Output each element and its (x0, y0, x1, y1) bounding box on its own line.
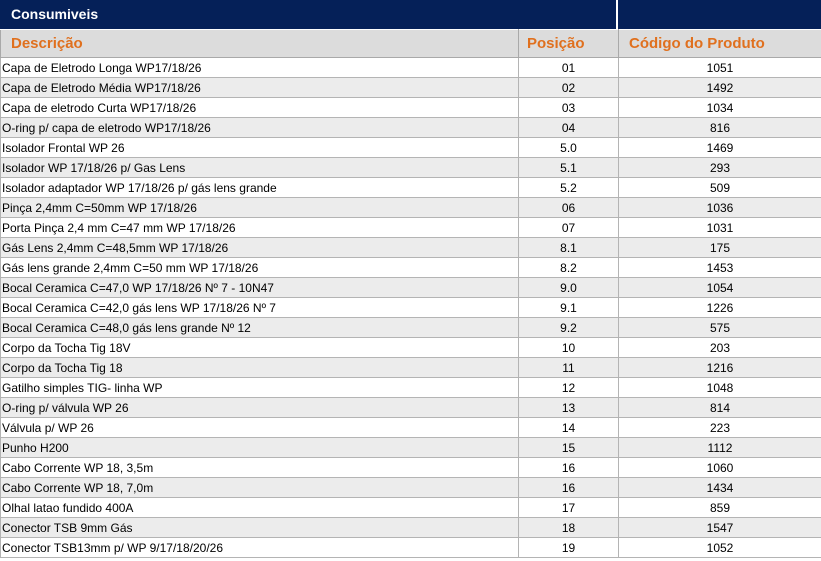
row-product-code: 1034 (619, 98, 821, 118)
row-product-code: 859 (619, 498, 821, 518)
row-product-code: 814 (619, 398, 821, 418)
table-row (1, 118, 821, 138)
row-description: Isolador WP 17/18/26 p/ Gas Lens (1, 158, 519, 178)
table-row (1, 338, 821, 358)
row-position: 14 (519, 418, 619, 438)
row-description: Olhal latao fundido 400A (1, 498, 519, 518)
row-product-code: 1469 (619, 138, 821, 158)
row-position: 9.0 (519, 278, 619, 298)
row-position: 07 (519, 218, 619, 238)
row-position: 5.2 (519, 178, 619, 198)
row-description: Corpo da Tocha Tig 18 (1, 358, 519, 378)
row-position: 04 (519, 118, 619, 138)
row-position: 03 (519, 98, 619, 118)
table-row (1, 278, 821, 298)
row-description: Isolador adaptador WP 17/18/26 p/ gás lens grande (1, 178, 519, 198)
row-position: 9.2 (519, 318, 619, 338)
row-description: O-ring p/ válvula WP 26 (1, 398, 519, 418)
row-position: 18 (519, 518, 619, 538)
row-product-code: 509 (619, 178, 821, 198)
table-row (1, 378, 821, 398)
row-description: Cabo Corrente WP 18, 3,5m (1, 458, 519, 478)
table-row (1, 138, 821, 158)
column-header-position: Posição (519, 30, 619, 58)
table-body (1, 58, 821, 558)
row-product-code: 1216 (619, 358, 821, 378)
row-product-code: 1054 (619, 278, 821, 298)
row-position: 17 (519, 498, 619, 518)
row-position: 19 (519, 538, 619, 558)
row-position: 8.2 (519, 258, 619, 278)
row-position: 10 (519, 338, 619, 358)
table-row (1, 158, 821, 178)
row-description: Conector TSB 9mm Gás (1, 518, 519, 538)
section-title: Consumiveis (0, 0, 618, 29)
row-product-code: 1051 (619, 58, 821, 78)
row-position: 13 (519, 398, 619, 418)
row-description: Gás Lens 2,4mm C=48,5mm WP 17/18/26 (1, 238, 519, 258)
row-product-code: 1434 (619, 478, 821, 498)
table-row (1, 98, 821, 118)
table-row (1, 478, 821, 498)
row-position: 9.1 (519, 298, 619, 318)
row-product-code: 203 (619, 338, 821, 358)
row-position: 16 (519, 478, 619, 498)
row-description: Corpo da Tocha Tig 18V (1, 338, 519, 358)
table-row (1, 518, 821, 538)
row-position: 5.1 (519, 158, 619, 178)
table-row (1, 198, 821, 218)
row-description: Bocal Ceramica C=47,0 WP 17/18/26 Nº 7 - 10N47 (1, 278, 519, 298)
row-description: Capa de Eletrodo Média WP17/18/26 (1, 78, 519, 98)
row-description: Gás lens grande 2,4mm C=50 mm WP 17/18/26 (1, 258, 519, 278)
row-position: 8.1 (519, 238, 619, 258)
column-header-row (1, 30, 821, 58)
row-description: Gatilho simples TIG- linha WP (1, 378, 519, 398)
row-product-code: 1492 (619, 78, 821, 98)
title-bar-filler (618, 0, 821, 29)
row-position: 5.0 (519, 138, 619, 158)
row-description: Punho H200 (1, 438, 519, 458)
row-description: Isolador Frontal WP 26 (1, 138, 519, 158)
row-product-code: 816 (619, 118, 821, 138)
row-position: 15 (519, 438, 619, 458)
row-description: Bocal Ceramica C=48,0 gás lens grande Nº 12 (1, 318, 519, 338)
row-product-code: 1112 (619, 438, 821, 458)
table-row (1, 78, 821, 98)
row-product-code: 293 (619, 158, 821, 178)
row-product-code: 1547 (619, 518, 821, 538)
row-product-code: 1060 (619, 458, 821, 478)
table-row (1, 458, 821, 478)
row-position: 06 (519, 198, 619, 218)
column-header-description: Descrição (1, 30, 519, 58)
table-row (1, 538, 821, 558)
row-product-code: 575 (619, 318, 821, 338)
consumables-table (0, 29, 821, 558)
row-product-code: 223 (619, 418, 821, 438)
row-description: Bocal Ceramica C=42,0 gás lens WP 17/18/26 Nº 7 (1, 298, 519, 318)
table-row (1, 178, 821, 198)
table-row (1, 358, 821, 378)
row-description: Porta Pinça 2,4 mm C=47 mm WP 17/18/26 (1, 218, 519, 238)
row-product-code: 1226 (619, 298, 821, 318)
row-description: Capa de Eletrodo Longa WP17/18/26 (1, 58, 519, 78)
row-product-code: 175 (619, 238, 821, 258)
row-description: Cabo Corrente WP 18, 7,0m (1, 478, 519, 498)
table-row (1, 398, 821, 418)
table-row (1, 218, 821, 238)
row-description: Conector TSB13mm p/ WP 9/17/18/20/26 (1, 538, 519, 558)
row-product-code: 1036 (619, 198, 821, 218)
row-position: 11 (519, 358, 619, 378)
row-product-code: 1052 (619, 538, 821, 558)
row-position: 16 (519, 458, 619, 478)
table-row (1, 438, 821, 458)
row-description: Pinça 2,4mm C=50mm WP 17/18/26 (1, 198, 519, 218)
row-product-code: 1048 (619, 378, 821, 398)
row-position: 12 (519, 378, 619, 398)
table-row (1, 498, 821, 518)
table-row (1, 318, 821, 338)
row-position: 01 (519, 58, 619, 78)
row-position: 02 (519, 78, 619, 98)
table-row (1, 58, 821, 78)
row-product-code: 1031 (619, 218, 821, 238)
column-header-code: Código do Produto (619, 30, 821, 58)
row-description: Capa de eletrodo Curta WP17/18/26 (1, 98, 519, 118)
row-description: Válvula p/ WP 26 (1, 418, 519, 438)
table-row (1, 258, 821, 278)
row-description: O-ring p/ capa de eletrodo WP17/18/26 (1, 118, 519, 138)
table-row (1, 298, 821, 318)
title-bar (0, 0, 821, 29)
table-row (1, 238, 821, 258)
table-row (1, 418, 821, 438)
row-product-code: 1453 (619, 258, 821, 278)
